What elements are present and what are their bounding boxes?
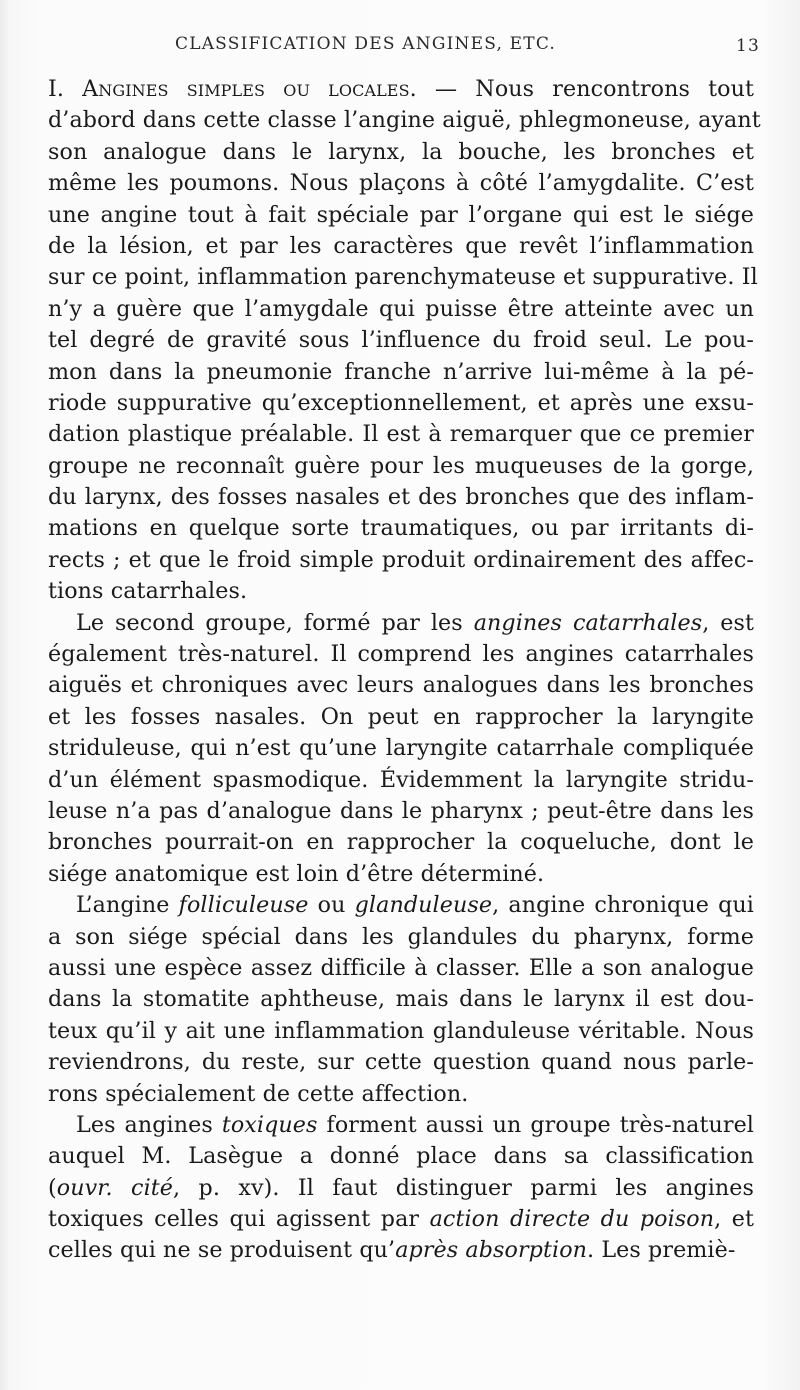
- text-line: [48, 1110, 754, 1141]
- text-run: sur ce point, inflammation parenchymateuse et suppurative. Il: [48, 264, 758, 291]
- text-line: [48, 451, 754, 482]
- paragraph-p2: [48, 608, 754, 891]
- text-line: [48, 137, 754, 168]
- text-run: même les poumons. Nous plaçons à côté l’amygdalite. C’est: [48, 170, 754, 197]
- italic-run: action directe du poison: [429, 1206, 715, 1233]
- italic-run: glanduleuse: [354, 892, 493, 919]
- text-line: [48, 639, 754, 670]
- text-run: , est: [702, 609, 755, 636]
- text-line: [48, 1079, 754, 1110]
- text-line: [48, 74, 754, 105]
- text-run: a son siége spécial dans les glandules du pharynx, forme: [48, 923, 754, 950]
- text-run: tions catarrhales.: [48, 578, 248, 605]
- text-run: Le second groupe, formé par les: [76, 609, 474, 636]
- text-run: riode suppurative qu’exceptionnellement, et après une exsu-: [48, 389, 754, 416]
- text-run: toxiques celles qui agissent par: [48, 1206, 430, 1233]
- body-text: [48, 74, 761, 1267]
- text-line: [48, 765, 754, 796]
- paragraph-p1: [48, 74, 761, 608]
- text-line: [48, 294, 754, 325]
- text-run: , angine chronique qui: [492, 892, 754, 919]
- text-run: rects ; et que le froid simple produit ordinairement des affec-: [48, 546, 754, 573]
- italic-run: ouvr. cité: [56, 1174, 174, 1201]
- text-run: striduleuse, qui n’est qu’une laryngite catarrhale compliquée: [48, 735, 754, 762]
- text-line: [48, 922, 754, 953]
- text-run: d’un élément spasmodique. Évidemment la laryngite stridu-: [48, 766, 754, 793]
- text-run: ou: [308, 892, 355, 919]
- text-run: , p. xv). Il faut distinguer parmi les angines: [173, 1174, 754, 1201]
- text-line: [48, 200, 754, 231]
- text-run: bronches pourrait-on en rapprocher la coqueluche, dont le: [48, 829, 754, 856]
- text-line: [48, 733, 754, 764]
- text-line: [48, 576, 754, 607]
- text-run: d’abord dans cette classe l’angine aiguë, phlegmoneuse, ayant: [48, 107, 761, 134]
- italic-run: après absorption: [395, 1237, 588, 1264]
- text-line: [48, 859, 754, 890]
- text-run: et les fosses nasales. On peut en rapprocher la laryngite: [48, 703, 754, 730]
- text-run: n’y a guère que l’amygdale qui puisse être atteinte avec un: [48, 295, 754, 322]
- text-run: reviendrons, du reste, sur cette question quand nous parle-: [48, 1049, 754, 1076]
- text-run: siége anatomique est loin d’être déterminé.: [48, 860, 545, 887]
- text-line: [48, 513, 754, 544]
- text-run: groupe ne reconnaît guère pour les muqueuses de la gorge,: [48, 452, 754, 479]
- text-run: son analogue dans le larynx, la bouche, les bronches et: [48, 138, 754, 165]
- text-run: également très-naturel. Il comprend les angines catarrhales: [48, 641, 754, 668]
- text-line: [48, 796, 754, 827]
- text-run: I.: [48, 76, 83, 102]
- text-run: mon dans la pneumonie franche n’arrive lui-même à la pé-: [48, 358, 754, 385]
- text-line: [48, 1016, 754, 1047]
- italic-run: angines catarrhales: [473, 609, 703, 636]
- running-header: [175, 34, 760, 60]
- text-run: leuse n’a pas d’analogue dans le pharynx ; peut-être dans les: [48, 797, 754, 824]
- text-run: celles qui ne se produisent qu’: [48, 1237, 396, 1264]
- text-line: [48, 984, 754, 1015]
- text-run: aussi une espèce assez difficile à classer. Elle a son analogue: [48, 954, 754, 981]
- text-run: auquel M. Lasègue a donné place dans sa classification: [48, 1143, 754, 1170]
- text-line: [48, 608, 754, 639]
- text-run: tel degré de gravité sous l’influence du froid seul. Le pou-: [48, 327, 754, 354]
- text-run: rons spécialement de cette affection.: [48, 1080, 469, 1107]
- text-run: teux qu’il y ait une inflammation glanduleuse véritable. Nous: [48, 1017, 754, 1044]
- text-line: [48, 1204, 754, 1235]
- text-line: [48, 231, 754, 262]
- text-run: une angine tout à fait spéciale par l’organe qui est le siége: [48, 201, 754, 228]
- text-line: [48, 262, 758, 293]
- text-line: [48, 1173, 754, 1204]
- text-run: , et: [714, 1206, 754, 1233]
- text-line: [48, 670, 754, 701]
- italic-run: folliculeuse: [178, 892, 309, 919]
- running-title: CLASSIFICATION DES ANGINES, ETC.: [175, 34, 557, 54]
- text-line: [48, 1141, 754, 1172]
- text-run: dans la stomatite aphtheuse, mais dans le larynx il est dou-: [48, 986, 754, 1013]
- text-line: [48, 953, 754, 984]
- text-run: mations en quelque sorte traumatiques, ou par irritants di-: [48, 515, 754, 542]
- text-line: [48, 168, 754, 199]
- page-number: 13: [735, 36, 760, 56]
- italic-run: toxiques: [221, 1111, 318, 1138]
- paragraph-p4: [48, 1110, 754, 1267]
- text-line: [48, 357, 754, 388]
- text-run: de la lésion, et par les caractères que revêt l’inflammation: [48, 232, 754, 259]
- text-run: L’angine: [76, 892, 179, 919]
- small-caps-run: Angines simples ou locales.: [82, 76, 417, 102]
- text-line: [48, 702, 754, 733]
- text-line: [48, 1235, 754, 1266]
- text-run: forment aussi un groupe très-naturel: [317, 1111, 754, 1138]
- text-run: Les angines: [76, 1111, 222, 1138]
- text-line: [48, 545, 754, 576]
- text-line: [48, 419, 754, 450]
- text-line: [48, 1047, 754, 1078]
- paragraph-p3: [48, 890, 754, 1110]
- text-run: . Les premiè-: [587, 1237, 736, 1264]
- text-run: dation plastique préalable. Il est à remarquer que ce premier: [48, 421, 754, 448]
- text-line: [48, 388, 754, 419]
- text-line: [48, 827, 754, 858]
- text-line: [48, 890, 754, 921]
- text-line: [48, 482, 754, 513]
- text-run: — Nous rencontrons tout: [416, 76, 755, 102]
- text-run: aiguës et chroniques avec leurs analogues dans les bronches: [48, 672, 754, 699]
- text-line: [48, 325, 754, 356]
- text-run: du larynx, des fosses nasales et des bronches que des inflam-: [48, 484, 754, 511]
- text-line: [48, 105, 761, 136]
- text-run: (: [48, 1174, 57, 1201]
